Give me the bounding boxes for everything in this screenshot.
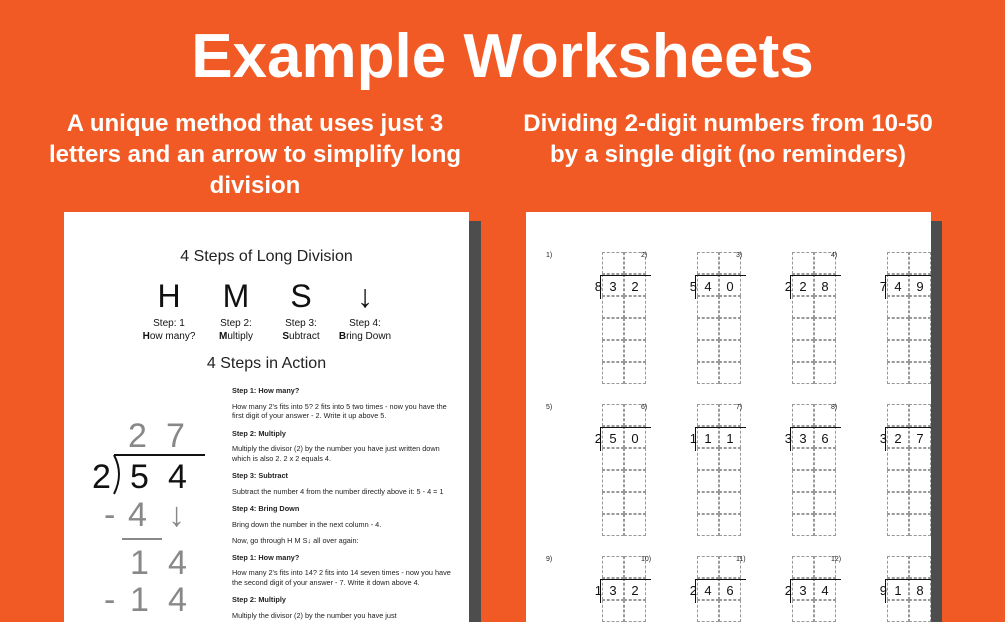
dividend-digit: 2 [799,279,807,294]
grid-cell[interactable] [792,600,814,622]
step-bring-down [320,278,410,343]
dividend-digit: 3 [799,431,807,446]
division-bracket [110,454,210,496]
division-bar [886,275,931,276]
grid-cell[interactable] [909,340,931,362]
grid-cell[interactable] [602,318,624,340]
dividend-digit: 1 [726,431,734,446]
problem-number: 3) [736,252,743,259]
grid-cell[interactable] [602,492,624,514]
instruction-text: Bring down the number in the next column - 4. [232,519,382,529]
dividend-digit: 8 [821,279,829,294]
step-name: Multiply [219,331,253,342]
dividend-digit: 5 [609,431,617,446]
dividend-digit: 4 [168,458,187,496]
grid-cell[interactable] [909,600,931,622]
problem-number: 6) [641,404,648,411]
division-bar [886,579,931,580]
subtract-digit: 4 [128,496,147,534]
dividend-digit: 1 [704,431,712,446]
remainder-digit: 4 [168,544,187,582]
grid-cell[interactable] [697,362,719,384]
step-letter: M [222,278,250,314]
grid-cell[interactable] [909,362,931,384]
grid-cell[interactable] [602,252,624,274]
step-letter: H [157,278,181,314]
right-worksheet [526,212,931,622]
instruction-heading: Step 2: Multiply [232,595,286,604]
remainder-digit: 1 [130,544,149,582]
dividend-digit: 0 [631,431,639,446]
grid-cell[interactable] [602,296,624,318]
dividend-digit: 1 [894,583,902,598]
minus-sign: - [104,581,116,619]
grid-cell[interactable] [909,252,931,274]
grid-cell[interactable] [792,514,814,536]
problem-number: 7) [736,404,743,411]
grid-cell[interactable] [792,296,814,318]
left-sheet-shadow [468,221,481,622]
grid-cell[interactable] [602,448,624,470]
instruction-text: Now, go through H M S↓ all over again: [232,536,359,545]
grid-cell[interactable] [792,318,814,340]
grid-cell[interactable] [792,556,814,578]
grid-cell[interactable] [887,492,909,514]
divisor: 7 [879,279,887,294]
problem-number: 9) [546,556,553,563]
grid-cell[interactable] [697,404,719,426]
right-caption: Dividing 2-digit numbers from 10-50 by a single digit (no reminders) [523,110,933,168]
grid-cell[interactable] [792,252,814,274]
instruction-text: Subtract the number 4 from the number directly above it: 5 - 4 = 1 [232,486,444,496]
grid-cell[interactable] [909,492,931,514]
dividend-digit: 2 [631,583,639,598]
action-title: 4 Steps in Action [206,355,327,372]
dividend-digit: 4 [704,583,712,598]
grid-cell[interactable] [887,470,909,492]
problem-number: 12) [831,556,842,563]
step-name: Bring Down [338,331,392,342]
grid-cell[interactable] [697,318,719,340]
right-sheet-shadow [930,221,942,622]
problem-number: 11) [736,556,746,563]
grid-cell[interactable] [792,470,814,492]
division-problem [641,556,736,622]
divisor: 2 [92,458,111,496]
problem-number: 1) [546,252,553,259]
grid-cell[interactable] [602,340,624,362]
divisor: 5 [689,279,697,294]
divisor: 1 [594,583,602,598]
grid-cell[interactable] [697,470,719,492]
divisor: 3 [784,431,792,446]
grid-cell[interactable] [887,362,909,384]
grid-cell[interactable] [697,296,719,318]
step-number: Step 2: [220,318,252,329]
grid-cell[interactable] [792,340,814,362]
grid-cell[interactable] [697,492,719,514]
dividend-digit: 2 [894,431,902,446]
grid-cell[interactable] [887,556,909,578]
dividend-digit: 3 [609,279,617,294]
divisor: 2 [784,279,792,294]
instruction-heading: Step 1: How many? [232,386,300,395]
divisor: 9 [879,583,887,598]
dividend-digit: 5 [130,458,149,496]
grid-cell[interactable] [909,514,931,536]
division-problem [831,404,926,554]
grid-cell[interactable] [697,252,719,274]
grid-cell[interactable] [887,340,909,362]
grid-cell[interactable] [602,362,624,384]
problem-number: 4) [831,252,838,259]
division-problem [546,404,641,554]
grid-cell[interactable] [697,340,719,362]
dividend-digit: 2 [631,279,639,294]
division-problem [546,556,641,622]
problem-number: 10) [641,556,652,563]
step-name: How many? [142,331,196,342]
grid-cell[interactable] [602,600,624,622]
grid-cell[interactable] [792,448,814,470]
instruction-text: Multiply the divisor (2) by the number you have just [232,610,397,620]
division-problem [546,252,641,402]
division-problem [736,556,831,622]
division-problem [831,252,926,402]
left-caption: A unique method that uses just 3 letters and an arrow to simplify long division [48,110,462,199]
divisor: 1 [689,431,697,446]
dividend-digit: 6 [821,431,829,446]
instruction-heading: Step 4: Bring Down [232,504,300,513]
grid-cell[interactable] [887,600,909,622]
divisor: 2 [594,431,602,446]
instruction-heading: Step 1: How many? [232,552,300,562]
division-problem [736,404,831,554]
page-title: Example Worksheets [191,22,814,91]
dividend-digit: 8 [916,583,924,598]
step-caption [320,317,410,343]
dividend-digit: 3 [799,583,807,598]
dividend-digit: 4 [704,279,712,294]
grid-cell[interactable] [697,448,719,470]
instruction-text: Multiply the divisor (2) by the number you have just written down which is also 2. 2 x 2 equals 4. [232,444,440,463]
grid-cell[interactable] [697,556,719,578]
instruction-text: How many 2's fits into 14? 2 fits into 14 seven times - now you have the second digit of your answer - 7. Write it down above 4. [232,568,451,587]
dividend-digit: 6 [726,583,734,598]
instruction-text: How many 2's fits into 5? 2 fits into 5 two times - now you have the first digit of your answer - 2. Write it up above 5. [232,401,447,420]
grid-cell[interactable] [602,514,624,536]
grid-cell[interactable] [602,404,624,426]
dividend-digit: 0 [726,279,734,294]
grid-cell[interactable] [792,492,814,514]
division-problem [641,404,736,554]
problem-number: 8) [831,404,838,411]
grid-cell[interactable] [909,556,931,578]
divisor: 2 [784,583,792,598]
grid-cell[interactable] [887,296,909,318]
grid-cell[interactable] [909,318,931,340]
grid-cell[interactable] [697,600,719,622]
division-bar [886,427,931,428]
grid-cell[interactable] [887,318,909,340]
grid-cell[interactable] [602,470,624,492]
bring-down-arrow-icon: ↓ [168,496,185,534]
quotient-digit: 2 [128,417,147,455]
grid-cell[interactable] [887,514,909,536]
subtract-digit: 4 [168,581,187,619]
subtraction-line [122,538,162,540]
grid-cell[interactable] [792,362,814,384]
grid-cell[interactable] [792,404,814,426]
left-worksheet [64,212,469,622]
grid-cell[interactable] [887,448,909,470]
step-letter: S [290,278,312,314]
problem-number: 5) [546,404,553,411]
grid-cell[interactable] [909,296,931,318]
step-number: Step 4: [349,318,381,329]
answer-grid [887,404,931,542]
divisor: 2 [689,583,697,598]
down-arrow-icon: ↓ [357,278,373,314]
division-problem [641,252,736,402]
subtract-digit: 1 [130,581,149,619]
quotient-digit: 7 [166,417,185,455]
divisor: 3 [879,431,887,446]
division-problem [831,556,926,622]
grid-cell[interactable] [909,470,931,492]
dividend-digit: 7 [916,431,924,446]
grid-cell[interactable] [909,404,931,426]
grid-cell[interactable] [602,556,624,578]
grid-cell[interactable] [909,448,931,470]
grid-cell[interactable] [697,514,719,536]
step-name: Subtract [282,331,320,342]
dividend-digit: 4 [894,279,902,294]
minus-sign: - [104,496,116,534]
step-number: Step 3: [285,318,317,329]
answer-grid [887,252,931,390]
grid-cell[interactable] [887,404,909,426]
grid-cell[interactable] [887,252,909,274]
dividend-digit: 4 [821,583,829,598]
divisor: 8 [594,279,602,294]
step-number: Step: 1 [153,318,185,329]
division-problem [736,252,831,402]
instruction-heading: Step 3: Subtract [232,471,288,480]
dividend-digit: 3 [609,583,617,598]
instructions [232,386,454,622]
instruction-heading: Step 2: Multiply [232,428,286,438]
steps-title: 4 Steps of Long Division [180,248,353,265]
dividend-digit: 9 [916,279,924,294]
problem-number: 2) [641,252,648,259]
